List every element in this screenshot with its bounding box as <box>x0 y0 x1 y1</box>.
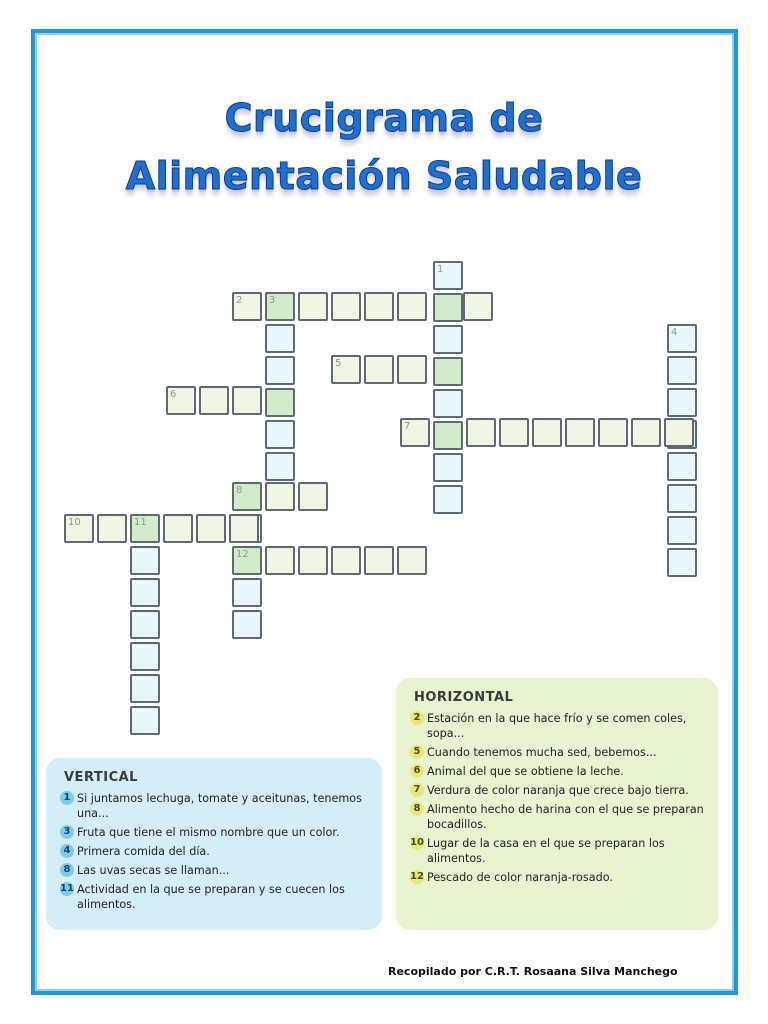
crossword-cell[interactable] <box>397 292 427 321</box>
cell-number: 12 <box>236 549 249 560</box>
crossword-cell[interactable] <box>331 355 361 384</box>
crossword-cell[interactable] <box>667 356 697 385</box>
crossword-cell[interactable] <box>667 388 697 417</box>
clue-text: Cuando tenemos mucha sed, bebemos... <box>427 746 657 759</box>
clue-number-badge: 2 <box>410 711 424 725</box>
crossword-cell[interactable] <box>397 355 427 384</box>
crossword-cell[interactable] <box>667 516 697 545</box>
crossword-cell[interactable] <box>130 610 160 639</box>
clue-number-badge: 8 <box>60 863 74 877</box>
crossword-cell[interactable] <box>130 642 160 671</box>
vertical-clues-panel <box>46 758 382 930</box>
crossword-cell[interactable] <box>664 418 694 447</box>
clue-horizontal-6 <box>410 764 704 779</box>
crossword-cell[interactable] <box>331 546 361 575</box>
horizontal-heading: HORIZONTAL <box>414 690 514 705</box>
clue-vertical-4 <box>60 844 368 859</box>
clue-vertical-11 <box>60 882 368 912</box>
clue-text: Estación en la que hace frío y se comen coles, sopa... <box>427 712 687 740</box>
crossword-cell[interactable] <box>667 324 697 353</box>
crossword-cell[interactable] <box>265 388 295 417</box>
clue-horizontal-10 <box>410 836 704 866</box>
credit-line: Recopilado por C.R.T. Rosaana Silva Manchego <box>388 965 678 978</box>
crossword-cell[interactable] <box>433 421 463 450</box>
crossword-cell[interactable] <box>166 386 196 415</box>
crossword-cell[interactable] <box>667 452 697 481</box>
crossword-cell[interactable] <box>163 514 193 543</box>
crossword-cell[interactable] <box>400 418 430 447</box>
crossword-cell[interactable] <box>298 546 328 575</box>
clue-text: Si juntamos lechuga, tomate y aceitunas, tenemos una... <box>77 792 362 820</box>
clue-number-badge: 7 <box>410 783 424 797</box>
clue-number-badge: 8 <box>410 802 424 816</box>
clue-horizontal-7 <box>410 783 704 798</box>
crossword-cell[interactable] <box>265 292 295 321</box>
horizontal-clues-panel <box>396 678 718 930</box>
crossword-cell[interactable] <box>433 261 463 290</box>
crossword-cell[interactable] <box>667 484 697 513</box>
clue-text: Fruta que tiene el mismo nombre que un color. <box>77 826 340 839</box>
crossword-cell[interactable] <box>232 610 262 639</box>
crossword-cell[interactable] <box>433 485 463 514</box>
clue-text: Pescado de color naranja-rosado. <box>427 871 613 884</box>
clue-text: Animal del que se obtiene la leche. <box>427 765 624 778</box>
cell-number: 3 <box>269 295 276 306</box>
crossword-cell[interactable] <box>196 514 226 543</box>
clue-text: Alimento hecho de harina con el que se preparan bocadillos. <box>427 803 704 831</box>
crossword-cell[interactable] <box>232 546 262 575</box>
clue-horizontal-2 <box>410 711 704 741</box>
crossword-cell[interactable] <box>265 482 295 511</box>
crossword-cell[interactable] <box>667 548 697 577</box>
cell-number: 8 <box>236 485 243 496</box>
clue-text: Actividad en la que se preparan y se cuecen los alimentos. <box>77 883 345 911</box>
cell-number: 4 <box>671 327 678 338</box>
cell-number: 10 <box>68 517 81 528</box>
crossword-cell[interactable] <box>298 292 328 321</box>
crossword-cell[interactable] <box>433 293 463 322</box>
clue-horizontal-8 <box>410 802 704 832</box>
cell-number: 6 <box>170 389 177 400</box>
crossword-cell[interactable] <box>463 292 493 321</box>
crossword-cell[interactable] <box>232 482 262 511</box>
crossword-cell[interactable] <box>397 546 427 575</box>
crossword-cell[interactable] <box>229 514 259 543</box>
clue-number-badge: 11 <box>60 883 74 894</box>
clue-text: Primera comida del día. <box>77 845 210 858</box>
clue-number-badge: 4 <box>60 844 74 858</box>
crossword-cell[interactable] <box>466 418 496 447</box>
crossword-cell[interactable] <box>298 482 328 511</box>
crossword-cell[interactable] <box>232 386 262 415</box>
cell-number: 2 <box>236 295 243 306</box>
title-line-2: Alimentación Saludable <box>125 154 643 198</box>
clue-number-badge: 12 <box>410 871 424 882</box>
crossword-cell[interactable] <box>130 674 160 703</box>
clue-number-badge: 6 <box>410 764 424 778</box>
cell-number: 11 <box>134 517 147 528</box>
crossword-cell[interactable] <box>265 356 295 385</box>
clue-text: Las uvas secas se llaman... <box>77 864 230 877</box>
crossword-cell[interactable] <box>130 706 160 735</box>
crossword-cell[interactable] <box>331 292 361 321</box>
title-line-1: Crucigrama de <box>224 96 544 140</box>
crossword-cell[interactable] <box>265 546 295 575</box>
crossword-cell[interactable] <box>433 453 463 482</box>
clue-text: Lugar de la casa en el que se preparan los alimentos. <box>427 837 665 865</box>
crossword-cell[interactable] <box>433 389 463 418</box>
vertical-heading: VERTICAL <box>64 770 138 785</box>
clue-vertical-3 <box>60 825 368 840</box>
crossword-cell[interactable] <box>130 514 160 543</box>
crossword-cell[interactable] <box>598 418 628 447</box>
cell-number: 5 <box>335 358 342 369</box>
crossword-cell[interactable] <box>364 546 394 575</box>
crossword-cell[interactable] <box>631 418 661 447</box>
crossword-cell[interactable] <box>265 452 295 481</box>
cell-number: 1 <box>437 264 444 275</box>
crossword-cell[interactable] <box>64 514 94 543</box>
crossword-cell[interactable] <box>364 292 394 321</box>
clue-number-badge: 10 <box>410 837 424 848</box>
clue-number-badge: 3 <box>60 825 74 839</box>
crossword-cell[interactable] <box>364 355 394 384</box>
crossword-cell[interactable] <box>199 386 229 415</box>
crossword-cell[interactable] <box>130 546 160 575</box>
clue-number-badge: 1 <box>60 791 74 805</box>
cell-number: 7 <box>404 421 411 432</box>
clue-horizontal-12 <box>410 870 704 885</box>
crossword-cell[interactable] <box>97 514 127 543</box>
clue-vertical-8 <box>60 863 368 878</box>
crossword-cell[interactable] <box>265 324 295 353</box>
crossword-cell[interactable] <box>130 578 160 607</box>
clue-text: Verdura de color naranja que crece bajo tierra. <box>427 784 689 797</box>
crossword-cell[interactable] <box>232 578 262 607</box>
crossword-cell[interactable] <box>499 418 529 447</box>
crossword-cell[interactable] <box>433 357 463 386</box>
crossword-cell[interactable] <box>565 418 595 447</box>
crossword-cell[interactable] <box>232 292 262 321</box>
crossword-cell[interactable] <box>433 325 463 354</box>
clue-vertical-1 <box>60 791 368 821</box>
crossword-cell[interactable] <box>265 420 295 449</box>
crossword-cell[interactable] <box>532 418 562 447</box>
clue-number-badge: 5 <box>410 745 424 759</box>
clue-horizontal-5 <box>410 745 704 760</box>
